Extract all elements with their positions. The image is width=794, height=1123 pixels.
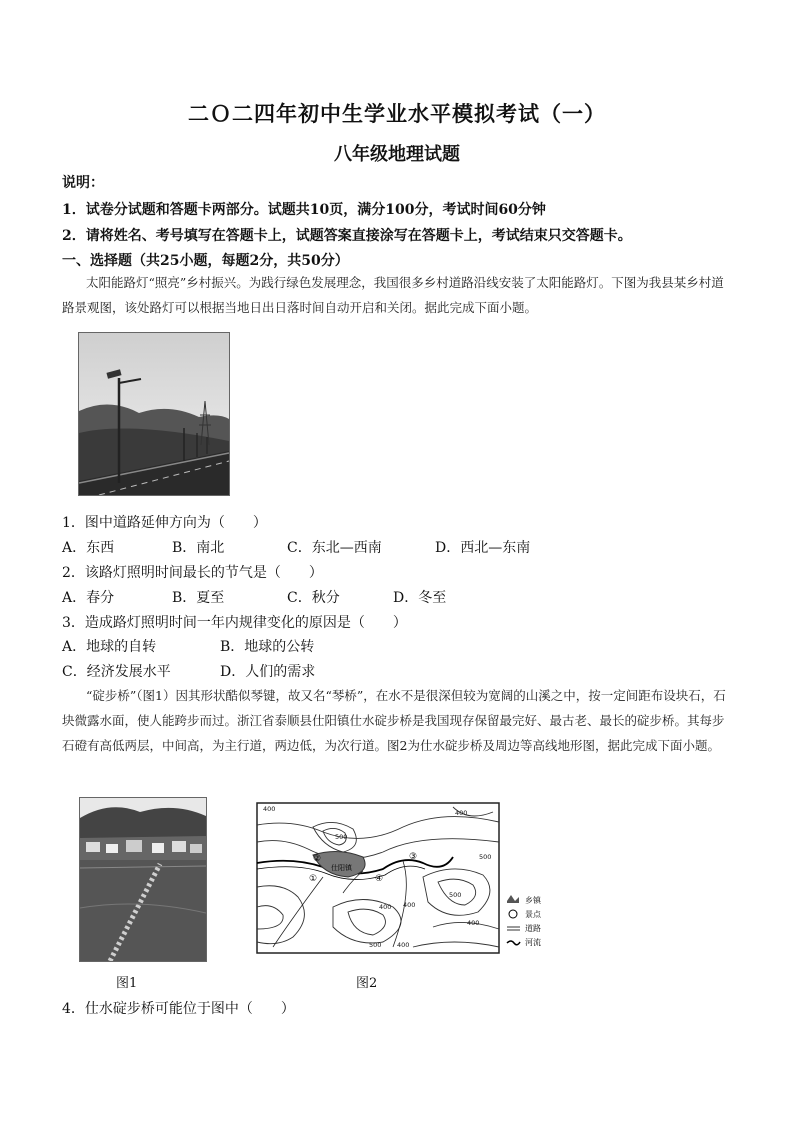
road-photo bbox=[78, 332, 230, 496]
figure-2-contour-map bbox=[253, 797, 556, 960]
contour-label: 500 bbox=[369, 941, 382, 949]
legend-label-spot: 景点 bbox=[525, 910, 541, 919]
scenic-spot-marker: ④ bbox=[375, 874, 384, 884]
q3-option-d: D．人们的需求 bbox=[220, 664, 316, 680]
figure-1-photo bbox=[79, 797, 207, 962]
figure-2-caption: 图2 bbox=[356, 976, 378, 991]
instruction-item-1: 1．试卷分试题和答题卡两部分。试题共10页，满分100分，考试时间60分钟 bbox=[62, 202, 546, 218]
question-3-stem: 3．造成路灯照明时间一年内规律变化的原因是（ ） bbox=[62, 615, 407, 631]
scenic-spot-marker: ③ bbox=[409, 852, 418, 862]
scenic-spot-marker: ② bbox=[313, 854, 322, 864]
q2-option-d: D．冬至 bbox=[393, 590, 447, 606]
q1-option-d: D．西北—东南 bbox=[435, 540, 531, 556]
town-icon bbox=[507, 895, 519, 903]
passage-stepping-bridge: “碇步桥”（图1）因其形状酷似琴键，故又名“琴桥”，在水不是很深但较为宽阔的山溪之中，按一定间距布设块石，石块微露水面，使人能跨步而过。浙江省泰顺县仕阳镇仕水碇步桥是我国现存保留最完好、最古老、最长的碇步桥。其每步石磴有高低两层，中间高，为主行道，两边低，为次行道。图2为仕水碇步桥及周边等高线地形图，据此完成下面小题。 bbox=[62, 688, 726, 753]
q2-option-a: A．春分 bbox=[62, 590, 115, 606]
q2-option-b: B．夏至 bbox=[172, 590, 225, 606]
section-heading: 一、选择题（共25小题，每题2分，共50分） bbox=[62, 253, 349, 269]
contour-label: 400 bbox=[263, 805, 276, 813]
contour-label: 500 bbox=[335, 833, 348, 841]
contour-label: 400 bbox=[403, 901, 416, 909]
contour-label: 400 bbox=[467, 919, 480, 927]
q1-option-b: B．南北 bbox=[172, 540, 225, 556]
q2-option-c: C．秋分 bbox=[287, 590, 340, 606]
instructions-label: 说明： bbox=[62, 175, 104, 191]
legend-label-road: 道路 bbox=[525, 924, 541, 933]
contour-label: 500 bbox=[449, 891, 462, 899]
instruction-item-2: 2．请将姓名、考号填写在答题卡上，试题答案直接涂写在答题卡上，考试结束只交答题卡。 bbox=[62, 228, 632, 244]
contour-label: 400 bbox=[379, 903, 392, 911]
town-name-label: 仕阳镇 bbox=[331, 864, 352, 872]
contour-label: 500 bbox=[479, 853, 492, 861]
road-icon bbox=[507, 927, 520, 930]
q1-option-a: A．东西 bbox=[62, 540, 115, 556]
passage-solar-lamp: 太阳能路灯“照亮”乡村振兴。为践行绿色发展理念，我国很多乡村道路沿线安装了太阳能路灯。下图为我县某乡村道路景观图，该处路灯可以根据当地日出日落时间自动开启和关闭。据此完成下面小题。 bbox=[62, 275, 724, 315]
river-icon bbox=[507, 941, 520, 945]
scenic-spot-marker: ① bbox=[309, 874, 318, 884]
question-2-stem: 2．该路灯照明时间最长的节气是（ ） bbox=[62, 565, 323, 581]
spot-icon bbox=[509, 910, 517, 918]
exam-title: 二Ｏ二四年初中生学业水平模拟考试（一） bbox=[188, 101, 606, 126]
q1-option-c: C．东北—西南 bbox=[287, 540, 382, 556]
legend-label-river: 河流 bbox=[525, 938, 541, 947]
question-1-stem: 1．图中道路延伸方向为（ ） bbox=[62, 515, 267, 531]
legend-label-town: 乡镇 bbox=[525, 896, 541, 905]
q3-option-b: B．地球的公转 bbox=[220, 639, 315, 655]
contour-label: 400 bbox=[397, 941, 410, 949]
figure-1-caption: 图1 bbox=[116, 976, 138, 991]
question-4-stem: 4．仕水碇步桥可能位于图中（ ） bbox=[62, 1001, 295, 1017]
q3-option-c: C．经济发展水平 bbox=[62, 664, 171, 680]
exam-subtitle: 八年级地理试题 bbox=[334, 144, 460, 165]
contour-label: 400 bbox=[455, 809, 468, 817]
q3-option-a: A．地球的自转 bbox=[62, 639, 157, 655]
